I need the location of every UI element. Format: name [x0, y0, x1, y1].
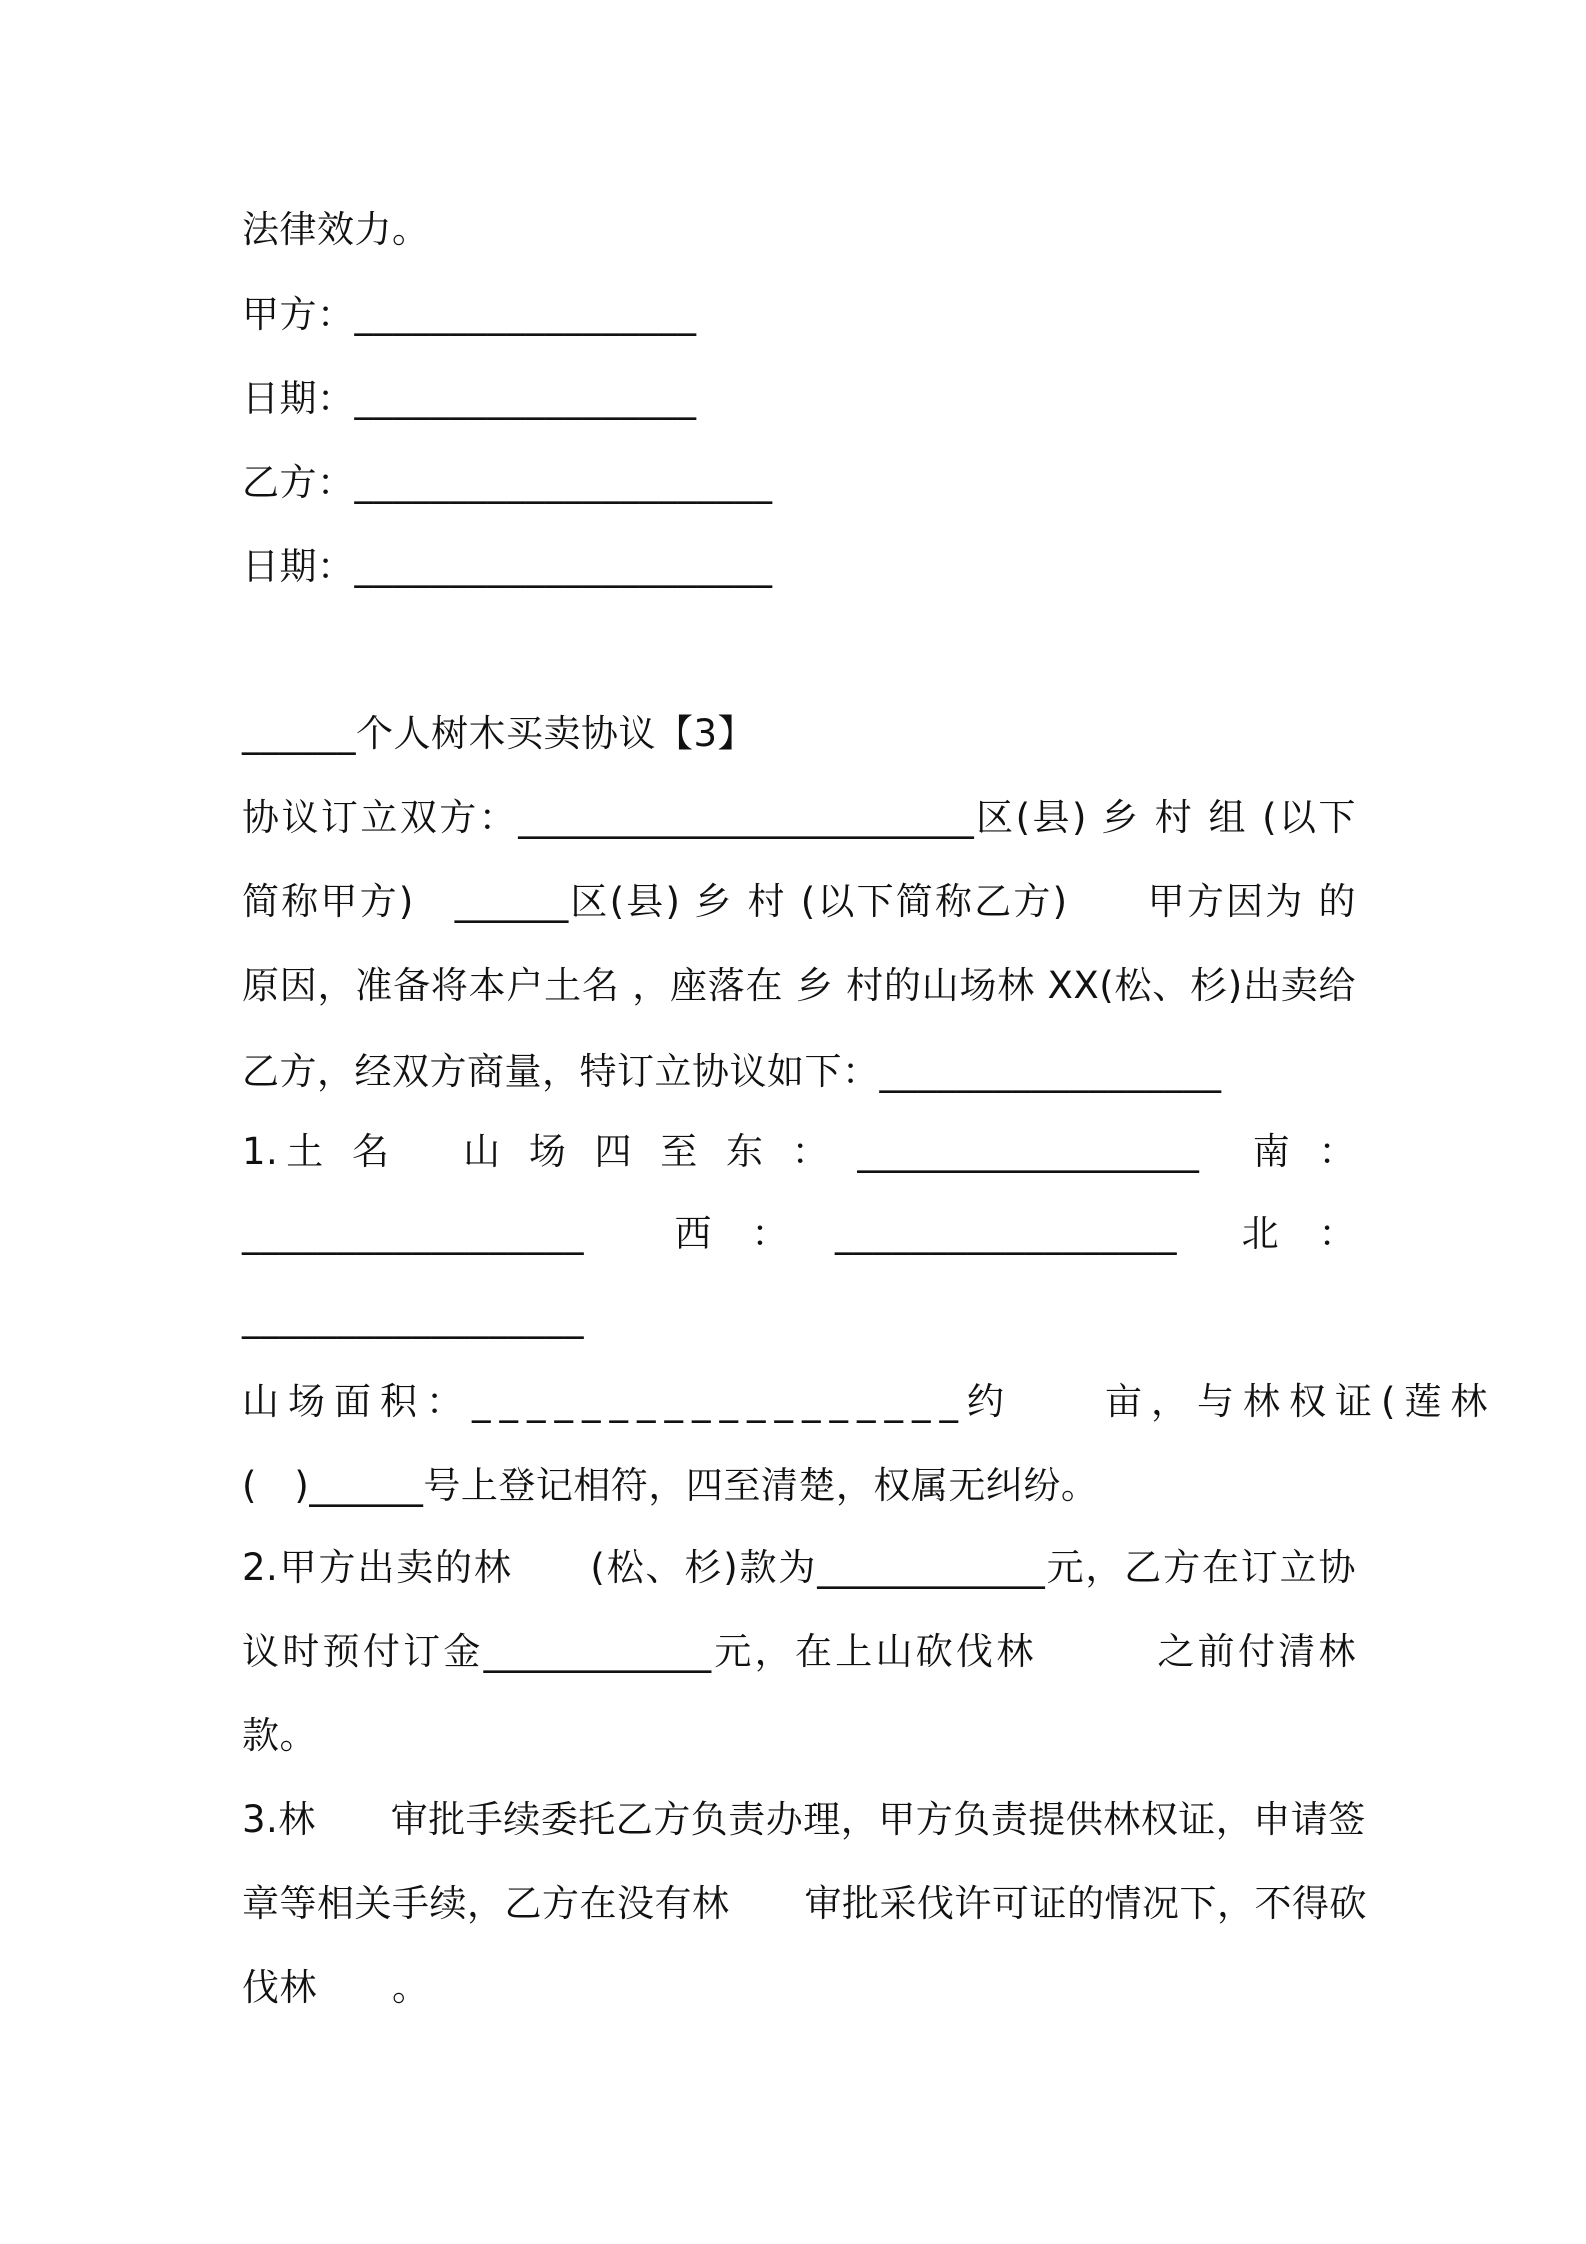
clause-1-line: ( )______号上登记相符，四至清楚，权属无纠纷。	[242, 1464, 1099, 1507]
clause-1-line: __________________	[242, 1296, 584, 1339]
paragraph-line: 乙方，经双方商量，特订立协议如下：__________________	[242, 1050, 1222, 1093]
party-b-signature-line: 乙方：______________________	[242, 461, 773, 504]
date-line-1: 日期：__________________	[242, 377, 697, 420]
clause-1-line: __________________ 西 ： __________________ 北 ：	[242, 1212, 1356, 1255]
clause-2-line: 款。	[242, 1714, 317, 1757]
clause-3-line: 3.林 审批手续委托乙方负责办理，甲方负责提供林权证，申请签	[242, 1798, 1366, 1841]
paragraph-line: 协议订立双方：________________________区(县) 乡 村 组 (以下	[242, 796, 1356, 839]
paragraph-line: 简称甲方) ______区(县) 乡 村 (以下简称乙方) 甲方因为 的	[242, 880, 1356, 923]
clause-3-line: 章等相关手续，乙方在没有林 审批采伐许可证的情况下，不得砍	[242, 1882, 1367, 1925]
clause-3-line: 伐林 。	[242, 1966, 430, 2009]
clause-1-line: 山场面积：__________________约 亩，与林权证(莲林	[242, 1380, 1497, 1423]
clause-2-line: 议时预付订金____________元，在上山砍伐林 之前付清林	[242, 1630, 1356, 1673]
agreement-title: ______个人树木买卖协议【3】	[242, 712, 756, 755]
legal-effect-line: 法律效力。	[242, 208, 430, 251]
clause-1-line: 1.土 名 山 场 四 至 东 ： __________________ 南 ：	[242, 1130, 1356, 1173]
party-a-signature-line: 甲方：__________________	[242, 293, 697, 336]
paragraph-line: 原因，准备将本户土名 ，座落在 乡 村的山场林 XX(松、杉)出卖给	[242, 964, 1356, 1007]
clause-2-line: 2.甲方出卖的林 (松、杉)款为____________元，乙方在订立协	[242, 1546, 1356, 1589]
date-line-2: 日期：______________________	[242, 545, 773, 588]
